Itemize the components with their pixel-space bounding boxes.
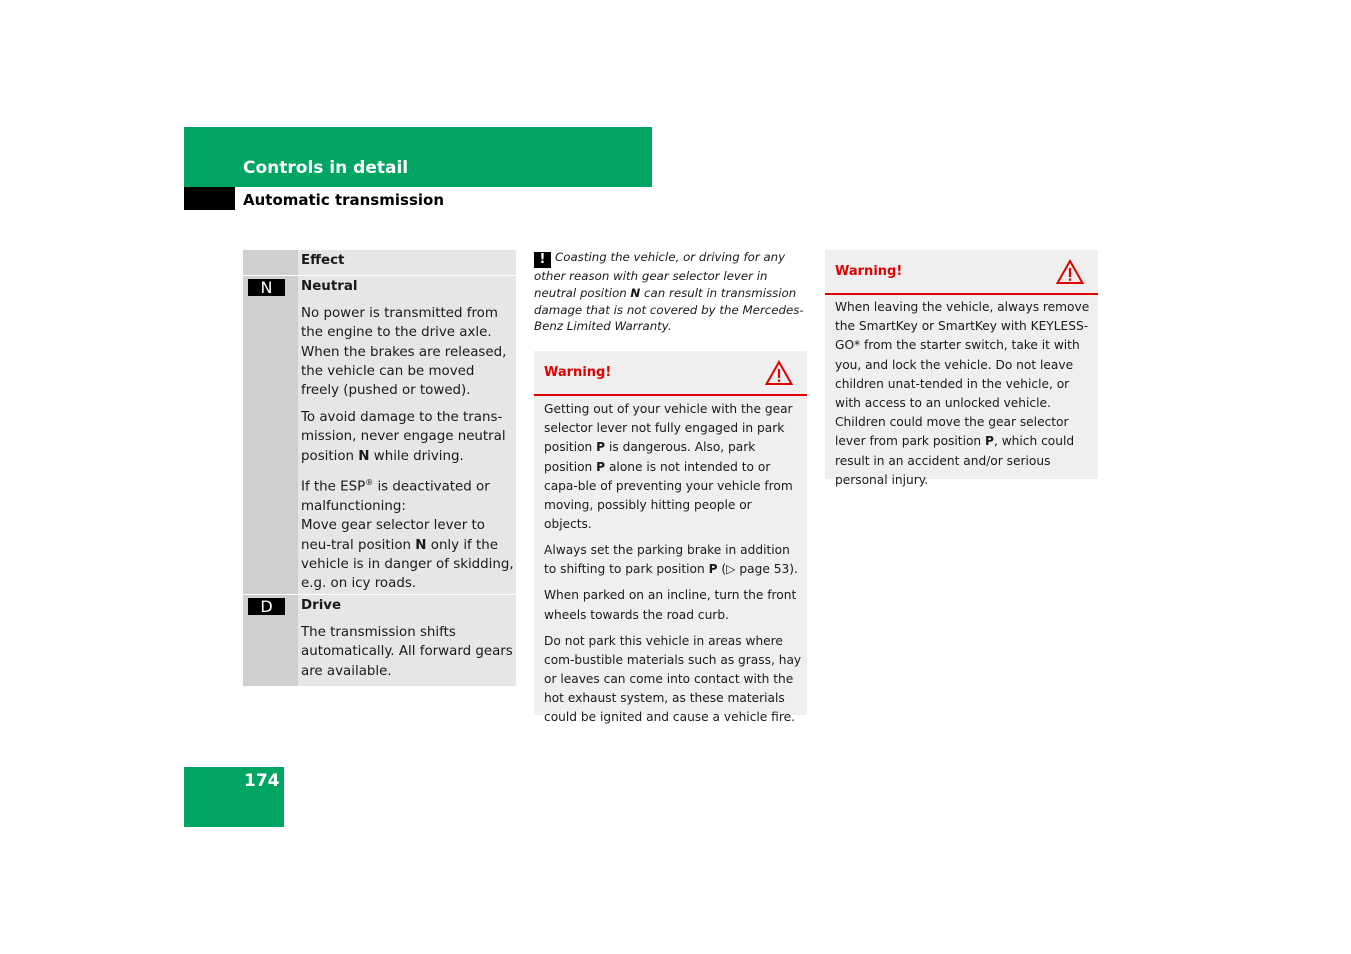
warning-p2: Always set the parking brake in addition to shifting to park position P (▷ page 53). — [544, 543, 798, 577]
warning-title: Warning! — [544, 365, 612, 380]
gear-badge-d: D — [248, 598, 285, 615]
warning-title: Warning! — [835, 264, 903, 279]
page-number: 174 — [244, 771, 280, 791]
gear-badge-n: N — [248, 279, 285, 296]
page-subtitle: Automatic transmission — [243, 191, 444, 209]
warning-box-children — [825, 250, 1098, 487]
exclamation-icon: ! — [534, 252, 551, 268]
damage-note: ! Coasting the vehicle, or driving for any other reason with gear selector lever in neutral position N can result in transmission damage that is not covered by the Mercedes-Benz Limited Warranty. — [534, 250, 804, 334]
warning-header — [534, 351, 807, 396]
row-title-neutral: Neutral — [301, 279, 358, 294]
warning-header — [825, 250, 1098, 295]
neutral-p3: If the ESP® is deactivated or malfunctioning: Move gear selector lever to neu-tral position N only if the vehicle is in danger of skidding, e.g. on icy roads. — [301, 478, 514, 592]
warning-p1: When leaving the vehicle, always remove the SmartKey or SmartKey with KEYLESS-GO* from the starter switch, take it with you, and lock the vehicle. Do not leave children unat-tended in the vehicle, or with access to an unlocked vehicle. Children could move the gear selector lever from park position P, which could result in an accident and/or serious personal injury. — [835, 300, 1090, 487]
neutral-description — [301, 304, 515, 601]
table-header-effect: Effect — [301, 253, 345, 268]
warning-box-park — [534, 351, 807, 725]
drive-description — [301, 623, 515, 688]
header-bar — [184, 127, 652, 187]
row-divider — [243, 275, 516, 276]
warning-triangle-icon — [765, 360, 793, 386]
warning-body — [544, 400, 802, 734]
warning-p4: Do not park this vehicle in areas where com-bustible materials such as grass, hay or leaves can come into contact with the hot exhaust system, as these materials could be ignited and cause a vehicle fire. — [544, 633, 802, 725]
section-title: Controls in detail — [243, 158, 409, 178]
warning-body — [835, 298, 1093, 497]
neutral-p2: To avoid damage to the trans-mission, never engage neutral position N while driving. — [301, 409, 506, 464]
gear-column — [243, 250, 298, 686]
drive-p1: The transmission shifts automatically. All forward gears are available. — [301, 625, 513, 679]
neutral-p1: No power is transmitted from the engine to the drive axle. When the brakes are released, the vehicle can be moved freely (pushed or towed). — [301, 306, 507, 399]
section-marker — [184, 187, 235, 210]
row-title-drive: Drive — [301, 598, 342, 613]
warning-triangle-icon — [1056, 259, 1084, 285]
gear-effect-table — [243, 250, 516, 686]
warning-p1: Getting out of your vehicle with the gear selector lever not fully engaged in park position P is dangerous. Also, park position P alone is not intended to or capa-ble of preventing your vehicle from moving, possibly hitting people or objects. — [544, 402, 793, 532]
warning-p3: When parked on an incline, turn the front wheels towards the road curb. — [544, 588, 797, 622]
